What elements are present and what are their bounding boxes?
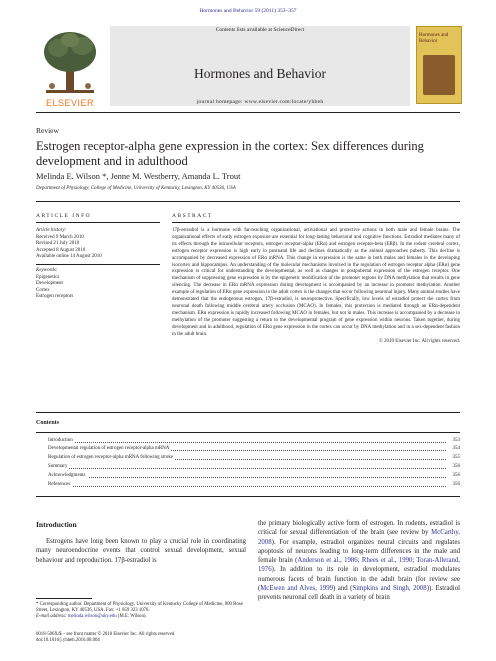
toc-row-stroke[interactable] [48,455,460,462]
toc-label: Acknowledgments [48,473,86,478]
abstract-rule [172,222,460,223]
article-title: Estrogen receptor-alpha gene expression in the cortex: Sex differences during development and in adulthood [36,139,424,168]
elsevier-tree-logo [38,26,102,100]
keyword-item: Development [36,281,63,286]
header-divider [36,112,460,113]
introduction-left-paragraph: Estrogens have long been known to play a crucial role in coordinating many neuroendocrine events that control sexual development, sexual behaviour and reproduction. 17β-estradiol is [36,538,246,564]
doi-line[interactable]: doi:10.1016/j.yhbeh.2010.08.004 [36,638,100,643]
contents-top-rule [36,412,460,413]
citation-link[interactable]: Anderson et al., 1986; Rhees et al., 1990; Toran-Allerand, 1976 [258,557,460,574]
toc-page: 353 [452,438,460,443]
toc-label: Developmental regulation of estrogen receptor-alpha mRNA [48,446,170,451]
contents-rule [36,432,460,433]
contents-heading: Contents [36,420,60,426]
toc-label: Introduction [48,438,73,443]
front-matter-info [36,632,246,644]
keywords-rule [36,264,160,265]
history-heading: Article history: [36,228,67,233]
keywords-heading: Keywords: [36,268,58,273]
intro-text-3: ). In addition to its role in development, estradiol modulates numerous facets of brain function in the adult brain (for review see ( [258,566,460,593]
author-affiliation: Department of Physiology, College of Medicine, University of Kentucky, Lexington, KY 40536, USA [36,186,236,191]
email-label: E-mail address: [36,614,67,619]
email-suffix: (M.E. Wilson). [117,614,147,619]
article-type: Review [36,126,59,135]
cover-title: Hormones and Behavior [419,33,449,44]
toc-page: 354 [452,446,460,451]
history-online: Available online 14 August 2010 [36,254,102,259]
toc-page: 356 [452,473,460,478]
footnote-rule [36,598,92,599]
toc-row-references[interactable] [48,482,460,489]
abstract-body [172,228,460,345]
corresponding-text: * Corresponding author. Department of Physiology, University of Kentucky College of Medicine, 800 Rose Street, Lexington, KY 40536, USA. Fax: +1 859 323 1070. [36,602,243,613]
article-info-rule [36,222,160,223]
toc-leader-dots [48,477,446,478]
corresponding-author-note [36,602,246,620]
toc-page: 356 [452,464,460,469]
intro-text-5: )). Estradiol prevents neuronal cell death in a variety of brain [258,585,460,602]
intro-text-2: ). For example, estradiol organizes neural circuits and regulates apoptosis of neurons leading to long-term differences in the male and female brain ( [258,538,460,565]
contents-bottom-rule [36,496,460,497]
cover-artwork [423,55,455,95]
toc-leader-dots [48,468,446,469]
journal-homepage[interactable]: journal homepage: www.elsevier.com/locate/yhbeh [196,99,324,105]
issn-line: 0018-506X/$ – see front matter © 2010 Elsevier Inc. All rights reserved. [36,632,176,637]
toc-row-introduction[interactable] [48,438,460,445]
keyword-item: Estrogen receptors [36,294,74,299]
abstract-copyright: © 2010 Elsevier Inc. All rights reserved. [378,338,460,344]
citation-link[interactable]: McEwen and Alves, 1999 [260,585,333,593]
citation-link[interactable]: Simpkins and Singh, 2008 [352,585,427,593]
toc-label: Summary [48,464,68,469]
journal-cover-thumbnail [416,26,462,104]
keywords [36,268,160,301]
toc-page: 356 [452,482,460,487]
introduction-heading: Introduction [36,520,77,529]
toc-row-summary[interactable] [48,464,460,471]
history-revised: Revised 21 July 2010 [36,241,80,246]
abstract-text: 17β-estradiol is a hormone with far-reaching organizational, activational and protective actions in both male and female brains. The organizational effects of early estrogen exposure are essential for long-lasting behavioral and cognitive functions. Estradiol mediates many of its effects through the intracellular receptors, estrogen receptor-alpha (ERα) and estrogen receptor-beta (ERβ). In the rodent cerebral cortex, estrogen receptor expression is high early in postnatal life and declines dramatically as the animal approaches puberty. This decline is accompanied by decreased expression of ERα mRNA. This change in expression is the same in both males and females in the developing isocortex and hippocampus. An understanding of the molecular mechanisms involved in the regulation of estrogen receptor alpha (ERα) gene expression is critical for understanding the developmental, as well as changes in postpubertal expression of the estrogen receptor. One mechanism of suppressing gene expression is by the epigenetic modification of the promoter regions by DNA methylation that results in gene silencing. The decrease in ERα mRNA expression during development is accompanied by an increase in promoter methylation. Another example of regulation of ERα gene expression in the adult cortex is the changes that occur following neuronal injury. Many animal studies have demonstrated that the endogenous estrogen, 17β-estradiol, is neuroprotective. Specifically, low levels of estradiol protect the cortex from neuronal death following middle cerebral artery occlusion (MCAO). In females, this protection is mediated through an ERα-dependent mechanism. ERα expression is rapidly increased following MCAO in females, but not in males. This increase is accompanied by a decrease in methylation of the promoter suggesting a return to the developmental program of gene expression within neurons. Taken together, during development and in adulthood, regulation of ERα gene expression in the cortex can occur by DNA methylation and in a sex-dependent fashion in the adult brain. [172,228,460,337]
article-history [36,228,160,261]
toc-row-developmental[interactable] [48,446,460,453]
keyword-item: Cortex [36,287,50,293]
toc-leader-dots [48,486,446,487]
abstract-heading: ABSTRACT [172,213,213,219]
history-accepted: Accepted 8 August 2010 [36,247,86,253]
elsevier-wordmark: ELSEVIER [45,98,95,108]
intro-text-1: the primary biologically active form of estrogen. In rodents, estradiol is critical for sexual differentiation of the brain (see review by [258,520,460,537]
contents-available-text: Contents lists available at ScienceDirect [215,27,305,33]
citation-link[interactable]: McCarthy, 2008 [258,529,460,546]
toc-page: 355 [452,455,460,460]
toc-leader-dots [48,442,446,443]
toc-label: References [48,482,71,487]
journal-title: Hormones and Behavior [194,66,326,81]
email-link[interactable]: melinda.wilson@uky.edu [67,614,117,619]
keyword-item: Epigenetics [36,274,60,280]
journal-citation: Hormones and Behavior 59 (2011) 353–357 [199,8,297,14]
contents-available-line [110,27,410,33]
toc-label: Regulation of estrogen receptor-alpha mRNA following stroke [48,455,174,460]
toc-row-acknowledgments[interactable] [48,473,460,480]
article-info-heading: ARTICLE INFO [36,213,92,219]
introduction-right-paragraph [258,519,460,603]
article-divider [36,201,460,202]
article-authors: Melinda E. Wilson *, Jenne M. Westberry, Amanda L. Trout [36,171,241,181]
history-received: Received 9 March 2010 [36,234,84,240]
intro-text-4: ) and ( [333,585,353,593]
